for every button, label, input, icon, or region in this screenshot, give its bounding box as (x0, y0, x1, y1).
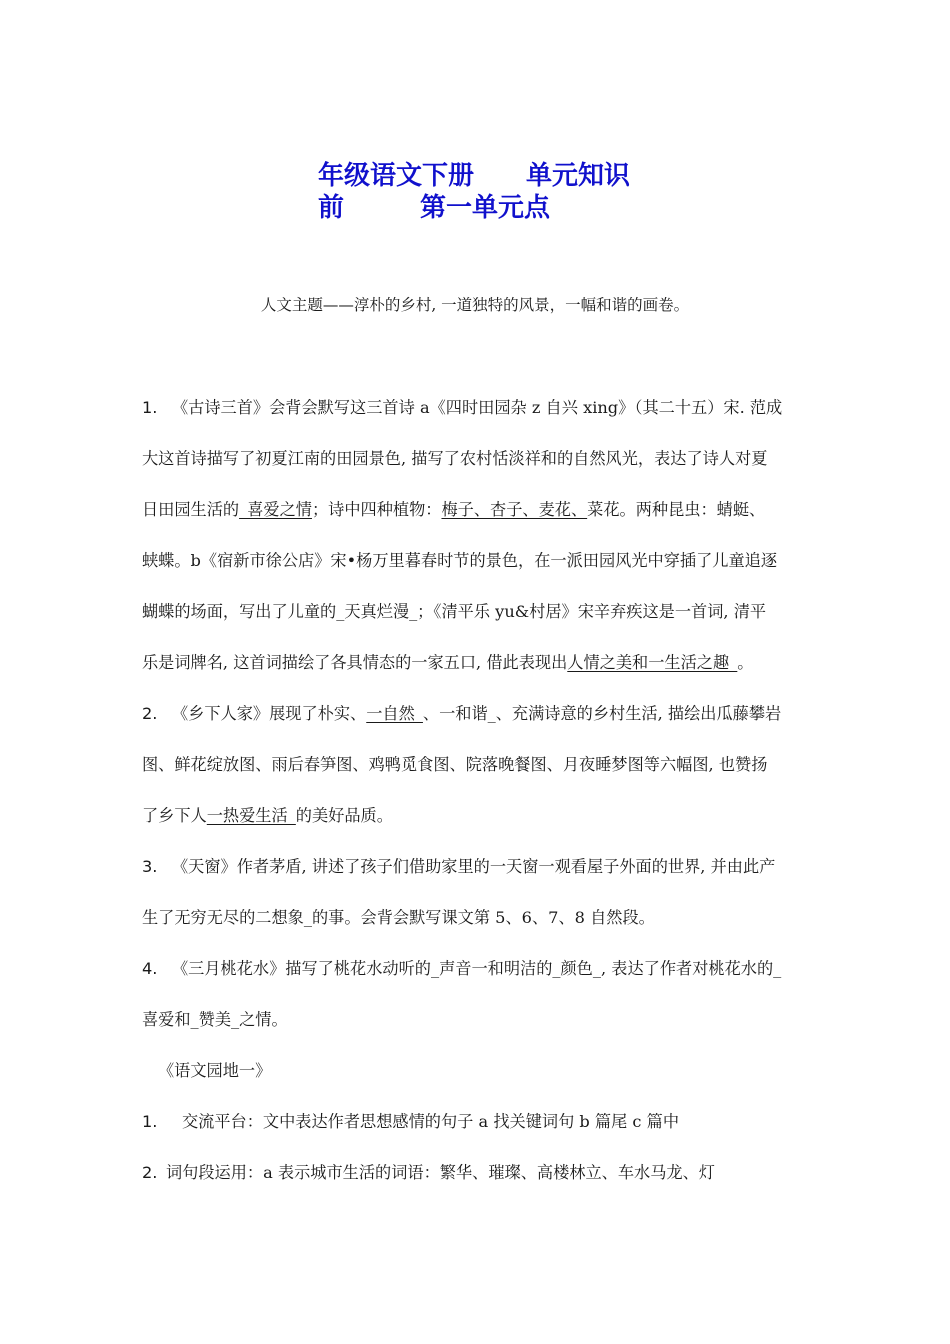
item-1-line-6 (142, 637, 810, 688)
item-number: 3. (142, 857, 158, 876)
item-number: 1. (142, 1112, 158, 1131)
title-line1-part-b: 单元知识 (526, 161, 631, 191)
item-text: 《天窗》作者茅盾, 讲述了孩子们借助家里的一天窗一观看屋子外面的世界, 并由此产 (172, 857, 776, 876)
item-1-line-1 (142, 382, 810, 433)
underlined-answer: 一热爱生活_ (206, 806, 296, 825)
item-number: 2. (142, 704, 158, 723)
item-1-line-2: 大这首诗描写了初夏江南的田园景色, 描写了农村恬淡祥和的自然风光，表达了诗人对夏 (142, 449, 768, 468)
title-line2-part-b: 第一单元点 (420, 193, 551, 223)
item-1-line-5: 蝴蝶的场面，写出了儿童的_天真烂漫_；《清平乐 yu&村居》宋辛弃疾这是一首词, 清平 (142, 602, 767, 621)
title-line-2 (318, 192, 630, 224)
title-line1-part-a: 年级语文下册 (318, 161, 475, 191)
title-line-1 (318, 160, 630, 192)
document-title (318, 160, 630, 224)
item-3-line-1 (142, 841, 810, 892)
item-4-line-1 (142, 943, 810, 994)
item-4-line-2: 喜爱和_赞美_之情。 (142, 1010, 288, 1029)
underlined-answer: _喜爱之情 (239, 500, 312, 519)
item-text: 词句段运用：a 表示城市生活的词语：繁华、璀璨、高楼林立、车水马龙、灯 (166, 1163, 715, 1182)
item-number: 2. (142, 1163, 158, 1182)
item-text: 日田园生活的 (142, 500, 240, 519)
underlined-answer: 梅子、杏子、麦花、 (441, 500, 588, 519)
item-text: 《乡下人家》展现了朴实、 (172, 704, 367, 723)
item-2-line-2: 图、鲜花绽放图、雨后春笋图、鸡鸭觅食图、院落晚餐图、月夜睡梦图等六幅图, 也赞扬 (142, 755, 768, 774)
item-text: ；诗中四种植物： (311, 500, 442, 519)
garden-item-1 (142, 1096, 810, 1147)
underlined-answer: 人情之美和一生活之趣_ (567, 653, 738, 672)
item-2-line-1 (142, 688, 810, 739)
item-3-line-2: 生了无穷无尽的二想象_的事。会背会默写课文第 5、6、7、8 自然段。 (142, 908, 655, 927)
section-heading-garden: 《语文园地一》 (158, 1061, 272, 1080)
item-1-line-3 (142, 484, 810, 535)
document-body (142, 382, 810, 1198)
item-text: 《三月桃花水》描写了桃花水动听的_声音一和明洁的_颜色_, 表达了作者对桃花水的_ (172, 959, 782, 978)
item-2-line-3 (142, 790, 810, 841)
item-text: 交流平台：文中表达作者思想感情的句子 a 找关键词句 b 篇尾 c 篇中 (182, 1112, 680, 1131)
item-text: 菜花。两种昆虫：蜻蜓、 (587, 500, 766, 519)
underlined-answer: 一自然_ (366, 704, 423, 723)
item-text: 、一和谐_、充满诗意的乡村生活, 描绘出瓜藤攀岩 (422, 704, 782, 723)
item-text: 了乡下人 (142, 806, 207, 825)
item-text: 乐是词牌名, 这首词描绘了各具情态的一家五口, 借此表现出 (142, 653, 568, 672)
title-line2-part-a: 前 (318, 193, 345, 223)
item-1-line-4: 蛱蝶。b《宿新市徐公店》宋•杨万里暮春时节的景色，在一派田园风光中穿插了儿童追逐 (142, 551, 778, 570)
humanistic-theme: 人文主题——淳朴的乡村, 一道独特的风景，一幅和谐的画卷。 (260, 296, 690, 314)
item-number: 1. (142, 398, 158, 417)
item-number: 4. (142, 959, 158, 978)
garden-item-2 (142, 1147, 810, 1198)
item-text: 的美好品质。 (295, 806, 393, 825)
item-text: 《古诗三首》会背会默写这三首诗 a《四时田园杂 z 自兴 xing》（其二十五）宋. 范成 (172, 398, 783, 417)
item-text: 。 (737, 653, 754, 672)
